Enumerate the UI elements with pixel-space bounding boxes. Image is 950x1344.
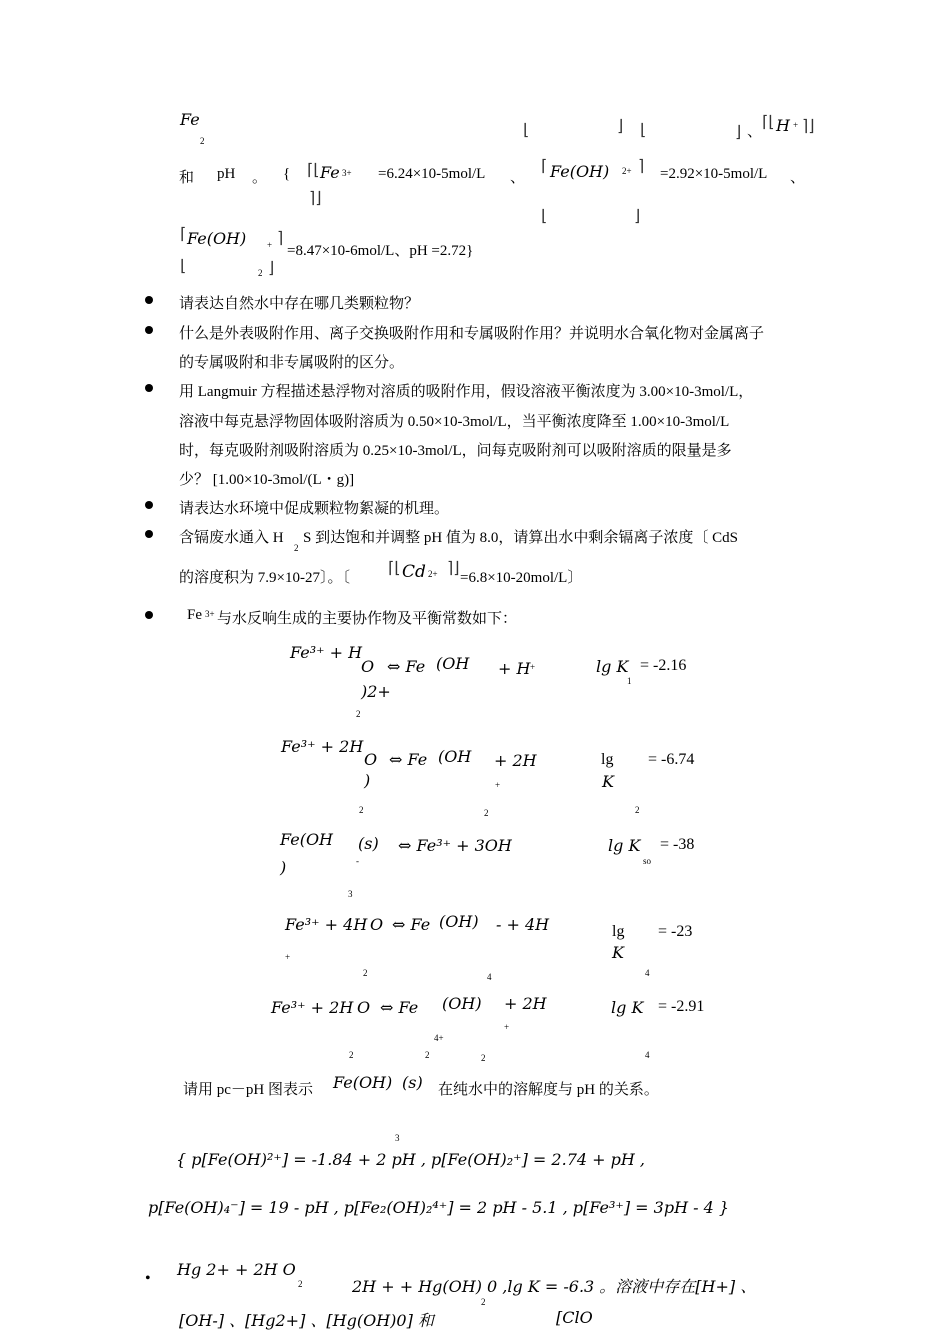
superscript: - [356, 856, 359, 866]
subscript: 2 [425, 1050, 430, 1060]
reaction-arrow: ⇔ Fe [380, 998, 419, 1017]
lg-k-label: lg K [596, 657, 629, 676]
question-text: 溶液中每克悬浮物固体吸附溶质为 0.50×10-3mol/L，当平衡浓度降至 1.00×10-3mol/L [179, 414, 730, 430]
reaction-oh: (OH [436, 654, 470, 673]
separator: 、 [510, 170, 526, 186]
question-text: 少？ [1.00×10-3mol/(L・g)] [179, 472, 355, 488]
bracket-right: ⌋ [268, 258, 275, 277]
hg-equation: Hg 2+ + 2H O [177, 1260, 296, 1279]
reaction-oh: (OH [438, 747, 472, 766]
subscript: 2 [349, 1050, 354, 1060]
bullet [145, 611, 153, 619]
subscript: 2 [481, 1297, 486, 1307]
reaction-lhs: Fe³⁺ + 2H [281, 737, 364, 756]
bullet [145, 296, 153, 304]
subscript: 4 [645, 968, 650, 978]
bracket-close: ⌉⌋ [309, 188, 322, 207]
superscript: + [267, 240, 273, 250]
question-text: 的专属吸附和非专属吸附的区分。 [179, 355, 405, 371]
reaction-extra: ) [280, 858, 287, 877]
reaction-rhs: - + 4H [496, 915, 550, 934]
subscript: 2 [635, 805, 640, 815]
superscript: 3+ [342, 168, 352, 178]
hg-species: [ClO [556, 1308, 593, 1327]
ask-text: 在纯水中的溶解度与 pH 的关系。 [438, 1082, 659, 1098]
lg-k-value: = -38 [660, 836, 695, 853]
bracket-open: ⌈⌊ [388, 558, 401, 577]
question-text: 请表达水环境中促成颗粒物絮凝的机理。 [179, 501, 450, 517]
subscript: 3 [348, 889, 353, 899]
subscript: 2 [258, 268, 263, 278]
bullet [145, 326, 153, 334]
reaction-arrow: ⇔ Fe³⁺ + 3OH [398, 836, 512, 855]
period: 。 [252, 170, 268, 186]
ask-solid: (s) [402, 1073, 423, 1092]
lg-k-value: = -23 [658, 923, 693, 940]
bracket-close: ⌉ [638, 156, 645, 175]
reaction-lhs: Fe(OH [280, 830, 334, 849]
superscript: + [285, 952, 291, 962]
answer-line: p[Fe(OH)₄⁻] = 19 - pH , p[Fe₂(OH)₂⁴⁺] = 2 pH - 5.1 , p[Fe³⁺] = 3pH - 4 } [148, 1198, 730, 1217]
superscript: + [530, 662, 536, 672]
reaction-extra: ) [364, 771, 371, 790]
lg-k-value: = -2.91 [658, 998, 705, 1015]
bracket-open: ⌈⌊ [762, 112, 775, 131]
separator: 、 [790, 170, 806, 186]
value-feoh: =2.92×10-5mol/L [660, 166, 768, 182]
bracket-left: ⌊ [640, 120, 647, 139]
k-symbol: K [602, 772, 614, 791]
bracket-close: ⌉⌋ [447, 558, 460, 577]
word-and: 和 [179, 170, 195, 186]
reaction-extra: )2+ [361, 682, 391, 701]
question-text: 含镉废水通入 H [179, 530, 284, 546]
question-text: 用 Langmuir 方程描述悬浮物对溶质的吸附作用，假设溶液平衡浓度为 3.00×10-3mol/L， [179, 384, 754, 400]
subscript: so [643, 856, 652, 866]
brace-open: { [283, 166, 291, 182]
superscript: 2+ [622, 166, 632, 176]
bracket-close: ⌉ [277, 228, 284, 247]
fe-symbol: Fe [180, 110, 200, 129]
reaction-o: O [364, 750, 378, 769]
feoh2-symbol: Fe(OH) [187, 229, 247, 248]
reaction-oh: (OH) [442, 994, 482, 1013]
ask-feoh: Fe(OH) [333, 1073, 393, 1092]
answer-line: { p[Fe(OH)²⁺] = -1.84 + 2 pH , p[Fe(OH)₂⁺] = 2.74 + pH , [176, 1150, 645, 1169]
bullet [145, 501, 153, 509]
subscript: 2 [298, 1279, 303, 1289]
subscript: 2 [356, 709, 361, 719]
subscript: 2 [294, 543, 299, 553]
h-symbol: H [776, 116, 790, 135]
lg-k-label: lg K [611, 998, 644, 1017]
question-text: S 到达饱和并调整 pH 值为 8.0，请算出水中剩余镉离子浓度〔 CdS [303, 530, 739, 546]
question-text: 什么是外表吸附作用、离子交换吸附作用和专属吸附作用？并说明水合氧化物对金属离子 [179, 326, 765, 342]
value-fe3: =6.24×10-5mol/L [378, 166, 486, 182]
intro-text: Fe [187, 607, 202, 623]
bracket-right: ⌋ [735, 122, 742, 141]
subscript: 2 [200, 136, 205, 146]
bracket-left: ⌊ [180, 256, 187, 275]
reaction-lhs: Fe³⁺ + H [290, 643, 363, 662]
hg-species: [OH-] 、[Hg2+] 、[Hg(OH)0] 和 [179, 1311, 434, 1330]
superscript: 4+ [434, 1033, 444, 1043]
reaction-oh: (OH) [439, 912, 479, 931]
cd-symbol: Cd [402, 562, 426, 582]
subscript: 1 [627, 676, 632, 686]
reaction-rhs: + 2H [504, 994, 547, 1013]
reaction-arrow: ⇔ Fe [392, 915, 431, 934]
bracket-open: ⌈⌊ [307, 160, 320, 179]
lg-k-label: lg K [608, 836, 641, 855]
subscript: 2 [484, 808, 489, 818]
superscript: + [504, 1022, 510, 1032]
bracket-left: ⌊ [541, 206, 548, 225]
bracket-close: ⌉⌋ [802, 116, 815, 135]
reaction-o: O [357, 998, 371, 1017]
word-ph: pH [217, 166, 236, 182]
separator: 、 [747, 124, 763, 140]
k-symbol: K [612, 943, 624, 962]
bracket-open: ⌈ [541, 156, 548, 175]
question-text: 时，每克吸附剂吸附溶质为 0.25×10-3mol/L，问每克吸附剂可以吸附溶质的限量是多 [179, 443, 732, 459]
reaction-rhs: + H [498, 659, 531, 678]
fe3-symbol: Fe [320, 163, 340, 182]
reaction-lhs: Fe³⁺ + 4H [285, 915, 368, 934]
reaction-arrow: ⇔ Fe [389, 750, 428, 769]
subscript: 4 [487, 972, 492, 982]
feoh-symbol: Fe(OH) [550, 162, 610, 181]
bracket-right: ⌋ [634, 206, 641, 225]
superscript: 3+ [205, 609, 215, 619]
bracket-left: ⌊ [523, 120, 530, 139]
lg-k-value: = -6.74 [648, 751, 695, 768]
reaction-rhs: + 2H [494, 751, 537, 770]
bullet [145, 530, 153, 538]
lg-k-value: = -2.16 [640, 657, 687, 674]
ask-text: 请用 pc－pH 图表示 [183, 1082, 313, 1098]
reaction-arrow: ⇔ Fe [387, 657, 426, 676]
subscript: 4 [645, 1050, 650, 1060]
value-feoh2: =8.47×10-6mol/L、pH =2.72} [287, 243, 474, 259]
lg-k-label: lg [612, 923, 625, 940]
subscript: 2 [359, 805, 364, 815]
bracket-right: ⌋ [617, 116, 624, 135]
superscript: + [793, 120, 799, 130]
superscript: 2+ [428, 569, 438, 579]
reaction-o: O [370, 915, 384, 934]
reaction-o: O [361, 657, 375, 676]
bullet [145, 384, 153, 392]
question-text: 的溶度积为 7.9×10-27〕。〔 [179, 570, 350, 586]
subscript: 2 [363, 968, 368, 978]
reaction-lhs: Fe³⁺ + 2H [271, 998, 354, 1017]
question-text: 请表达自然水中存在哪几类颗粒物？ [179, 296, 420, 312]
lg-k-label: lg [601, 751, 614, 768]
intro-text: 与水反响生成的主要协作物及平衡常数如下： [217, 611, 518, 627]
subscript: 3 [395, 1133, 400, 1143]
superscript: + [495, 780, 501, 790]
bracket-open: ⌈ [180, 224, 187, 243]
bullet-small: • [145, 1270, 151, 1287]
subscript: 2 [481, 1053, 486, 1063]
question-text: =6.8×10-20mol/L〕 [460, 570, 583, 586]
hg-equation: 2H + + Hg(OH) 0 ,lg K = -6.3 。溶液中存在[H+] 、 [352, 1277, 757, 1296]
reaction-o: (s) [358, 834, 379, 853]
